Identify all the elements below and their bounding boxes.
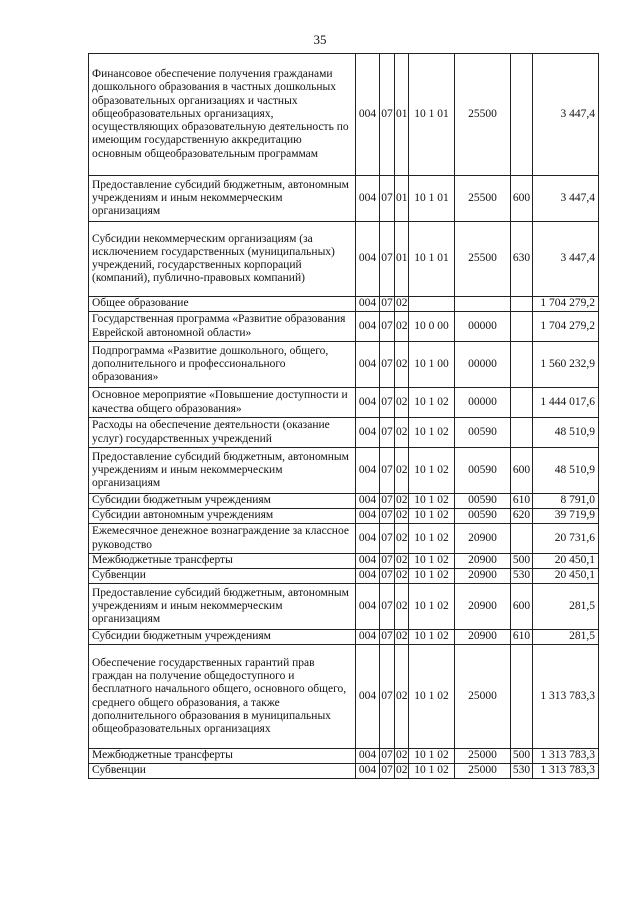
row-vr: 530 bbox=[511, 569, 533, 584]
row-vr: 600 bbox=[511, 584, 533, 630]
table-row bbox=[89, 524, 599, 554]
row-cs2: 20900 bbox=[455, 630, 511, 645]
row-pr: 01 bbox=[395, 54, 409, 176]
row-rz: 07 bbox=[380, 630, 395, 645]
row-pr: 02 bbox=[395, 342, 409, 388]
row-name: Предоставление субсидий бюджетным, автономным учреждениям и иным некоммерческим организациям bbox=[89, 584, 356, 630]
row-name: Субвенции bbox=[89, 764, 356, 779]
row-cs1: 10 1 02 bbox=[409, 764, 455, 779]
table-row bbox=[89, 388, 599, 418]
row-sum: 1 313 783,3 bbox=[533, 764, 599, 779]
row-rz: 07 bbox=[380, 388, 395, 418]
row-sum: 20 450,1 bbox=[533, 554, 599, 569]
row-ved: 004 bbox=[356, 297, 380, 312]
row-rz: 07 bbox=[380, 448, 395, 494]
row-cs2: 20900 bbox=[455, 524, 511, 554]
row-pr: 02 bbox=[395, 312, 409, 342]
row-cs1: 10 1 01 bbox=[409, 222, 455, 297]
row-name: Ежемесячное денежное вознаграждение за классное руководство bbox=[89, 524, 356, 554]
row-sum: 1 704 279,2 bbox=[533, 297, 599, 312]
row-rz: 07 bbox=[380, 509, 395, 524]
row-pr: 02 bbox=[395, 297, 409, 312]
table-row bbox=[89, 630, 599, 645]
row-sum: 48 510,9 bbox=[533, 448, 599, 494]
row-rz: 07 bbox=[380, 645, 395, 749]
row-ved: 004 bbox=[356, 749, 380, 764]
row-cs1: 10 1 02 bbox=[409, 645, 455, 749]
row-pr: 02 bbox=[395, 584, 409, 630]
row-pr: 02 bbox=[395, 630, 409, 645]
row-pr: 02 bbox=[395, 418, 409, 448]
row-cs1: 10 1 00 bbox=[409, 342, 455, 388]
row-sum: 20 731,6 bbox=[533, 524, 599, 554]
row-ved: 004 bbox=[356, 569, 380, 584]
row-rz: 07 bbox=[380, 312, 395, 342]
page-number: 35 bbox=[313, 32, 327, 47]
table-row bbox=[89, 494, 599, 509]
row-cs1: 10 0 00 bbox=[409, 312, 455, 342]
row-sum: 281,5 bbox=[533, 584, 599, 630]
row-name: Финансовое обеспечение получения гражданами дошкольного образования в частных дошкольных образовательных организациях и частных общеобразовательных организациях, осуществляющих образовательную деятельность по имеющим государственную аккредитацию основным общеобразовательным программам bbox=[89, 54, 356, 176]
row-name: Общее образование bbox=[89, 297, 356, 312]
table-row bbox=[89, 584, 599, 630]
row-cs2: 00590 bbox=[455, 509, 511, 524]
table-row bbox=[89, 764, 599, 779]
row-cs1: 10 1 01 bbox=[409, 54, 455, 176]
row-rz: 07 bbox=[380, 494, 395, 509]
row-ved: 004 bbox=[356, 448, 380, 494]
row-vr bbox=[511, 418, 533, 448]
row-cs1: 10 1 02 bbox=[409, 554, 455, 569]
row-vr: 600 bbox=[511, 176, 533, 222]
row-cs2: 25500 bbox=[455, 54, 511, 176]
row-rz: 07 bbox=[380, 54, 395, 176]
row-cs2: 00590 bbox=[455, 418, 511, 448]
row-ved: 004 bbox=[356, 554, 380, 569]
row-pr: 02 bbox=[395, 448, 409, 494]
row-sum: 3 447,4 bbox=[533, 54, 599, 176]
row-cs2: 00000 bbox=[455, 388, 511, 418]
row-name: Межбюджетные трансферты bbox=[89, 749, 356, 764]
row-sum: 20 450,1 bbox=[533, 569, 599, 584]
table-row bbox=[89, 54, 599, 176]
row-ved: 004 bbox=[356, 509, 380, 524]
row-name: Субсидии бюджетным учреждениям bbox=[89, 494, 356, 509]
row-cs1: 10 1 02 bbox=[409, 494, 455, 509]
row-cs2: 00590 bbox=[455, 448, 511, 494]
row-vr: 620 bbox=[511, 509, 533, 524]
row-cs2: 25000 bbox=[455, 645, 511, 749]
row-ved: 004 bbox=[356, 584, 380, 630]
row-vr bbox=[511, 297, 533, 312]
row-cs1: 10 1 02 bbox=[409, 524, 455, 554]
row-vr bbox=[511, 342, 533, 388]
table-row bbox=[89, 418, 599, 448]
row-cs1: 10 1 02 bbox=[409, 584, 455, 630]
row-sum: 1 560 232,9 bbox=[533, 342, 599, 388]
row-cs1 bbox=[409, 297, 455, 312]
row-pr: 02 bbox=[395, 524, 409, 554]
row-ved: 004 bbox=[356, 176, 380, 222]
row-vr: 530 bbox=[511, 764, 533, 779]
row-ved: 004 bbox=[356, 342, 380, 388]
row-pr: 02 bbox=[395, 388, 409, 418]
row-cs2: 25000 bbox=[455, 764, 511, 779]
row-cs1: 10 1 02 bbox=[409, 509, 455, 524]
row-ved: 004 bbox=[356, 630, 380, 645]
row-sum: 39 719,9 bbox=[533, 509, 599, 524]
row-pr: 02 bbox=[395, 569, 409, 584]
row-rz: 07 bbox=[380, 584, 395, 630]
row-cs2: 20900 bbox=[455, 569, 511, 584]
row-rz: 07 bbox=[380, 524, 395, 554]
row-vr bbox=[511, 54, 533, 176]
row-sum: 281,5 bbox=[533, 630, 599, 645]
row-ved: 004 bbox=[356, 222, 380, 297]
row-ved: 004 bbox=[356, 418, 380, 448]
row-ved: 004 bbox=[356, 764, 380, 779]
row-cs2: 25500 bbox=[455, 176, 511, 222]
row-rz: 07 bbox=[380, 222, 395, 297]
row-vr: 500 bbox=[511, 554, 533, 569]
row-cs1: 10 1 02 bbox=[409, 569, 455, 584]
row-ved: 004 bbox=[356, 312, 380, 342]
row-pr: 02 bbox=[395, 554, 409, 569]
row-pr: 01 bbox=[395, 222, 409, 297]
row-cs1: 10 1 01 bbox=[409, 176, 455, 222]
row-pr: 02 bbox=[395, 749, 409, 764]
table-row bbox=[89, 342, 599, 388]
row-vr bbox=[511, 645, 533, 749]
row-sum: 48 510,9 bbox=[533, 418, 599, 448]
row-rz: 07 bbox=[380, 554, 395, 569]
row-pr: 01 bbox=[395, 176, 409, 222]
table-row bbox=[89, 222, 599, 297]
row-pr: 02 bbox=[395, 509, 409, 524]
row-sum: 1 704 279,2 bbox=[533, 312, 599, 342]
row-name: Обеспечение государственных гарантий прав граждан на получение общедоступного и бесплатного начального общего, основного общего, среднего общего образования, а также дополнительного образования в муниципальных общеобразовательных организациях bbox=[89, 645, 356, 749]
row-cs2: 00590 bbox=[455, 494, 511, 509]
row-cs1: 10 1 02 bbox=[409, 388, 455, 418]
table-body bbox=[89, 54, 599, 779]
row-pr: 02 bbox=[395, 494, 409, 509]
row-name: Государственная программа «Развитие образования Еврейской автономной области» bbox=[89, 312, 356, 342]
row-ved: 004 bbox=[356, 54, 380, 176]
row-name: Субсидии некоммерческим организациям (за исключением государственных (муниципальных) учреждений, государственных корпораций (компаний), публично-правовых компаний) bbox=[89, 222, 356, 297]
row-name: Предоставление субсидий бюджетным, автономным учреждениям и иным некоммерческим организациям bbox=[89, 176, 356, 222]
row-name: Субсидии бюджетным учреждениям bbox=[89, 630, 356, 645]
row-pr: 02 bbox=[395, 764, 409, 779]
row-name: Подпрограмма «Развитие дошкольного, общего, дополнительного и профессионального образования» bbox=[89, 342, 356, 388]
row-cs2: 20900 bbox=[455, 584, 511, 630]
row-vr bbox=[511, 524, 533, 554]
row-vr: 600 bbox=[511, 448, 533, 494]
row-rz: 07 bbox=[380, 418, 395, 448]
row-cs2: 25000 bbox=[455, 749, 511, 764]
row-cs2: 25500 bbox=[455, 222, 511, 297]
table-row bbox=[89, 176, 599, 222]
table-row bbox=[89, 448, 599, 494]
row-name: Предоставление субсидий бюджетным, автономным учреждениям и иным некоммерческим организациям bbox=[89, 448, 356, 494]
table-row bbox=[89, 645, 599, 749]
row-ved: 004 bbox=[356, 645, 380, 749]
table-row bbox=[89, 569, 599, 584]
row-cs1: 10 1 02 bbox=[409, 418, 455, 448]
row-name: Субсидии автономным учреждениям bbox=[89, 509, 356, 524]
row-sum: 3 447,4 bbox=[533, 176, 599, 222]
row-cs1: 10 1 02 bbox=[409, 749, 455, 764]
row-name: Основное мероприятие «Повышение доступности и качества общего образования» bbox=[89, 388, 356, 418]
row-rz: 07 bbox=[380, 342, 395, 388]
row-sum: 1 313 783,3 bbox=[533, 749, 599, 764]
row-vr: 610 bbox=[511, 630, 533, 645]
row-vr: 610 bbox=[511, 494, 533, 509]
row-sum: 3 447,4 bbox=[533, 222, 599, 297]
row-cs1: 10 1 02 bbox=[409, 630, 455, 645]
row-cs2: 00000 bbox=[455, 342, 511, 388]
row-vr: 630 bbox=[511, 222, 533, 297]
row-sum: 8 791,0 bbox=[533, 494, 599, 509]
row-cs2: 00000 bbox=[455, 312, 511, 342]
row-rz: 07 bbox=[380, 297, 395, 312]
row-rz: 07 bbox=[380, 749, 395, 764]
row-name: Расходы на обеспечение деятельности (оказание услуг) государственных учреждений bbox=[89, 418, 356, 448]
row-ved: 004 bbox=[356, 388, 380, 418]
row-rz: 07 bbox=[380, 764, 395, 779]
table-row bbox=[89, 297, 599, 312]
table-row bbox=[89, 749, 599, 764]
row-vr bbox=[511, 388, 533, 418]
row-name: Субвенции bbox=[89, 569, 356, 584]
row-sum: 1 444 017,6 bbox=[533, 388, 599, 418]
budget-table bbox=[88, 53, 599, 779]
row-cs2 bbox=[455, 297, 511, 312]
row-cs1: 10 1 02 bbox=[409, 448, 455, 494]
row-ved: 004 bbox=[356, 494, 380, 509]
row-rz: 07 bbox=[380, 569, 395, 584]
row-ved: 004 bbox=[356, 524, 380, 554]
row-sum: 1 313 783,3 bbox=[533, 645, 599, 749]
row-vr bbox=[511, 312, 533, 342]
row-name: Межбюджетные трансферты bbox=[89, 554, 356, 569]
table-row bbox=[89, 509, 599, 524]
row-vr: 500 bbox=[511, 749, 533, 764]
table-row bbox=[89, 312, 599, 342]
row-pr: 02 bbox=[395, 645, 409, 749]
row-rz: 07 bbox=[380, 176, 395, 222]
row-cs2: 20900 bbox=[455, 554, 511, 569]
table-row bbox=[89, 554, 599, 569]
